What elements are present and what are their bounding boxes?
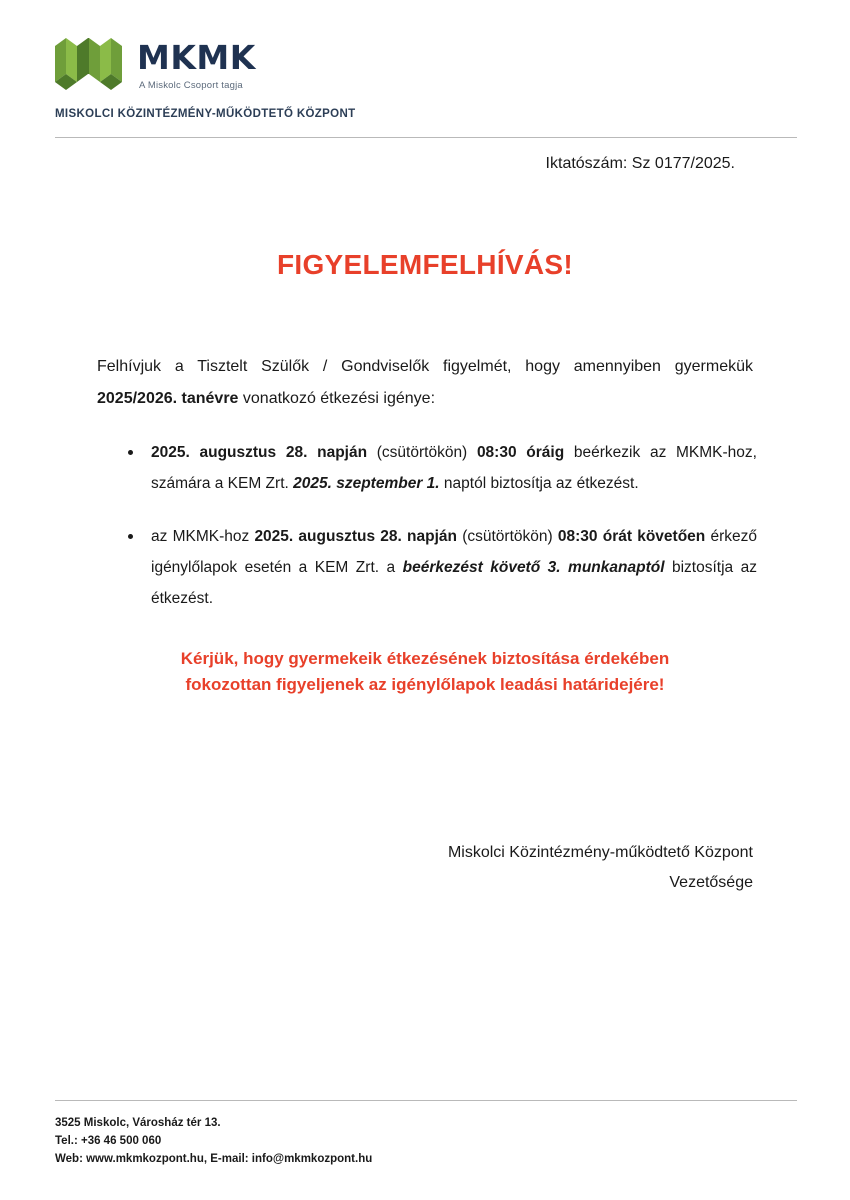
list-item bbox=[97, 521, 757, 614]
bullet2-text-start: az MKMK-hoz bbox=[151, 528, 255, 545]
bullet1-start-date: 2025. szeptember 1. bbox=[293, 475, 440, 492]
signature-block bbox=[97, 838, 753, 899]
footer-contact bbox=[55, 1115, 372, 1168]
letterhead bbox=[0, 0, 850, 140]
logo-lockup bbox=[55, 38, 256, 91]
intro-text-part1: Felhívjuk a Tisztelt Szülők / Gondviselők figyelmét, hogy amennyiben gyermekük bbox=[97, 358, 753, 375]
intro-text-part2: vonatkozó étkezési igénye: bbox=[238, 390, 436, 407]
bullet1-date: 2025. augusztus 28. napján bbox=[151, 444, 368, 461]
bullet1-day: (csütörtökön) bbox=[367, 444, 477, 461]
intro-paragraph bbox=[97, 351, 753, 415]
brand-wordmark: MKMK bbox=[137, 38, 256, 77]
signature-organization: Miskolci Közintézmény-működtető Központ bbox=[447, 844, 753, 861]
reference-number: Iktatószám: Sz 0177/2025. bbox=[545, 155, 735, 172]
warning-line-1: Kérjük, hogy gyermekeik étkezésének biztosítása érdekében bbox=[180, 649, 670, 668]
wordmark-block bbox=[137, 38, 256, 91]
organization-name: MISKOLCI KÖZINTÉZMÉNY-MŰKÖDTETŐ KÖZPONT bbox=[55, 108, 356, 120]
bullet2-deadline-time: 08:30 órát követően bbox=[557, 528, 706, 545]
bullet1-text-mid: beérkezik az MKMK-hoz, számára a KEM Zrt. bbox=[151, 444, 757, 492]
mkmk-m-logo-icon bbox=[55, 38, 123, 90]
bullet1-text-end: naptól biztosítja az étkezést. bbox=[439, 475, 639, 492]
signature-role: Vezetősége bbox=[669, 874, 753, 892]
bullet2-day: (csütörtökön) bbox=[457, 528, 558, 545]
intro-school-year: 2025/2026. tanévre bbox=[97, 390, 239, 407]
footer-phone: Tel.: +36 46 500 060 bbox=[55, 1134, 162, 1147]
warning-line-2: fokozottan figyeljenek az igénylőlapok leadási határidejére! bbox=[185, 675, 665, 695]
brand-tagline: A Miskolc Csoport tagja bbox=[139, 80, 243, 91]
footer-divider bbox=[55, 1100, 797, 1101]
bullet2-text-mid: érkező igénylőlapok esetén a KEM Zrt. a bbox=[151, 528, 757, 576]
warning-notice bbox=[97, 646, 753, 699]
footer-web-email: Web: www.mkmkozpont.hu, E-mail: info@mkmkozpont.hu bbox=[55, 1152, 373, 1165]
bullet2-start-rule: beérkezést követő 3. munkanaptól bbox=[402, 559, 665, 576]
list-item bbox=[97, 437, 757, 499]
bullet-list bbox=[97, 437, 757, 614]
footer-address: 3525 Miskolc, Városház tér 13. bbox=[55, 1117, 221, 1129]
bullet2-date: 2025. augusztus 28. napján bbox=[254, 528, 457, 545]
bullet2-text-end: biztosítja az étkezést. bbox=[151, 559, 757, 607]
page-title: FIGYELEMFELHÍVÁS! bbox=[277, 249, 573, 280]
header-divider bbox=[55, 137, 797, 138]
bullet1-deadline-time: 08:30 óráig bbox=[476, 444, 565, 461]
